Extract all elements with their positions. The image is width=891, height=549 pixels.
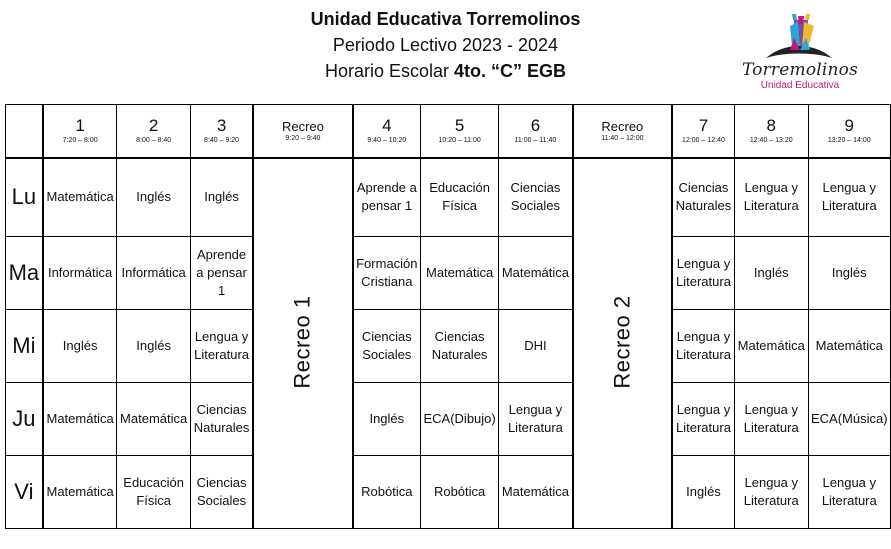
subject-cell: Formación Cristiana — [353, 237, 421, 310]
day-row — [6, 383, 891, 456]
subject-cell: ECA(Dibujo) — [421, 383, 499, 456]
subject-cell: Lengua y Literatura — [734, 383, 808, 456]
period-header — [808, 105, 890, 158]
recess-header — [573, 105, 672, 158]
subject-cell: Lengua y Literatura — [499, 383, 573, 456]
period-time: 7:20 – 8:00 — [62, 137, 98, 145]
subject-cell: Inglés — [672, 456, 734, 529]
subject-cell: Inglés — [117, 310, 190, 383]
subject-cell: Robótica — [421, 456, 499, 529]
subject-cell: Matemática — [808, 310, 890, 383]
subject-cell: Matemática — [43, 383, 117, 456]
period-header — [43, 105, 117, 158]
subject-cell: Lengua y Literatura — [734, 158, 808, 237]
period-header — [499, 105, 573, 158]
day-row — [6, 310, 891, 383]
day-row — [6, 456, 891, 529]
schedule-table — [5, 104, 891, 529]
recess-2-column — [573, 158, 672, 529]
logo-name: Torremolinos — [741, 60, 859, 80]
subject-cell: Matemática — [421, 237, 499, 310]
recess-time: 9:20 – 9:40 — [285, 134, 321, 142]
logo-subtitle: Unidad Educativa — [760, 80, 840, 91]
subject-cell: ECA(Música) — [808, 383, 890, 456]
grade-label: 4to. “C” EGB — [454, 61, 567, 81]
period-time: 13:20 – 14:00 — [827, 137, 871, 145]
school-name: Unidad Educativa Torremolinos — [310, 9, 581, 29]
period-time: 9:40 – 10:20 — [367, 137, 407, 145]
period-time: 8:40 – 9:20 — [204, 137, 240, 145]
school-period: Periodo Lectivo 2023 - 2024 — [332, 35, 559, 55]
day-row — [6, 237, 891, 310]
subject-cell: Lengua y Literatura — [734, 456, 808, 529]
period-number: 2 — [148, 116, 159, 136]
subject-cell: Lengua y Literatura — [672, 310, 734, 383]
recess-1-label: Recreo 1 — [289, 295, 315, 389]
header-row — [6, 105, 891, 158]
period-number: 1 — [75, 116, 85, 136]
subject-cell: Inglés — [808, 237, 890, 310]
subject-cell: Matemática — [43, 158, 117, 237]
subject-cell: Matemática — [43, 456, 117, 529]
subject-cell: Lengua y Literatura — [672, 383, 734, 456]
period-header — [190, 105, 253, 158]
subject-cell: Educación Física — [421, 158, 499, 237]
subject-cell: Lengua y Literatura — [190, 310, 253, 383]
subject-cell: Matemática — [499, 237, 573, 310]
tower-logo-icon — [764, 12, 834, 64]
day-row — [6, 158, 891, 237]
period-time: 12:00 – 12:40 — [682, 137, 725, 145]
period-number: 4 — [382, 116, 392, 136]
subject-cell: Lengua y Literatura — [808, 456, 890, 529]
recess-time: 11:40 – 12:00 — [601, 134, 644, 142]
period-number: 3 — [216, 116, 227, 136]
subject-cell: Matemática — [117, 383, 190, 456]
recess-label: Recreo — [601, 118, 644, 134]
recess-header — [253, 105, 352, 158]
period-time: 8:00 – 8:40 — [136, 137, 172, 145]
subject-cell: Informática — [117, 237, 190, 310]
period-header — [421, 105, 499, 158]
day-label: Lu — [6, 158, 43, 237]
period-time: 11:00 – 11:40 — [514, 137, 557, 145]
subject-cell: Inglés — [117, 158, 190, 237]
day-label: Vi — [6, 456, 43, 529]
day-label: Ma — [6, 237, 43, 310]
period-header — [117, 105, 190, 158]
subject-cell: Aprende a pensar 1 — [190, 237, 253, 310]
subject-cell: Inglés — [353, 383, 421, 456]
period-header — [734, 105, 808, 158]
subject-cell: Ciencias Naturales — [421, 310, 499, 383]
subject-cell: Inglés — [43, 310, 117, 383]
day-label: Ju — [6, 383, 43, 456]
subject-cell: Lengua y Literatura — [672, 237, 734, 310]
schedule-prefix: Horario Escolar — [324, 61, 455, 81]
subject-cell: Aprende a pensar 1 — [353, 158, 421, 237]
period-number: 9 — [844, 116, 855, 136]
school-logo — [738, 12, 862, 94]
period-number: 5 — [454, 116, 465, 136]
subject-cell: Educación Física — [117, 456, 190, 529]
period-number: 8 — [766, 116, 776, 136]
period-time: 12:40 – 13:20 — [749, 137, 793, 145]
period-header — [353, 105, 421, 158]
subject-cell: Ciencias Naturales — [672, 158, 734, 237]
subject-cell: DHI — [499, 310, 573, 383]
subject-cell: Inglés — [190, 158, 253, 237]
subject-cell: Inglés — [734, 237, 808, 310]
subject-cell: Robótica — [353, 456, 421, 529]
recess-1-column — [253, 158, 352, 529]
subject-cell: Matemática — [734, 310, 808, 383]
period-number: 6 — [530, 116, 541, 136]
subject-cell: Ciencias Naturales — [190, 383, 253, 456]
subject-cell: Informática — [43, 237, 117, 310]
subject-cell: Lengua y Literatura — [808, 158, 890, 237]
recess-2-label: Recreo 2 — [609, 295, 635, 389]
subject-cell: Ciencias Sociales — [499, 158, 573, 237]
period-header — [672, 105, 734, 158]
corner-cell — [6, 105, 43, 158]
subject-cell: Matemática — [499, 456, 573, 529]
day-label: Mi — [6, 310, 43, 383]
period-time: 10:20 – 11:00 — [438, 137, 481, 145]
subject-cell: Ciencias Sociales — [353, 310, 421, 383]
subject-cell: Ciencias Sociales — [190, 456, 253, 529]
recess-label: Recreo — [281, 118, 324, 134]
period-number: 7 — [698, 116, 709, 136]
